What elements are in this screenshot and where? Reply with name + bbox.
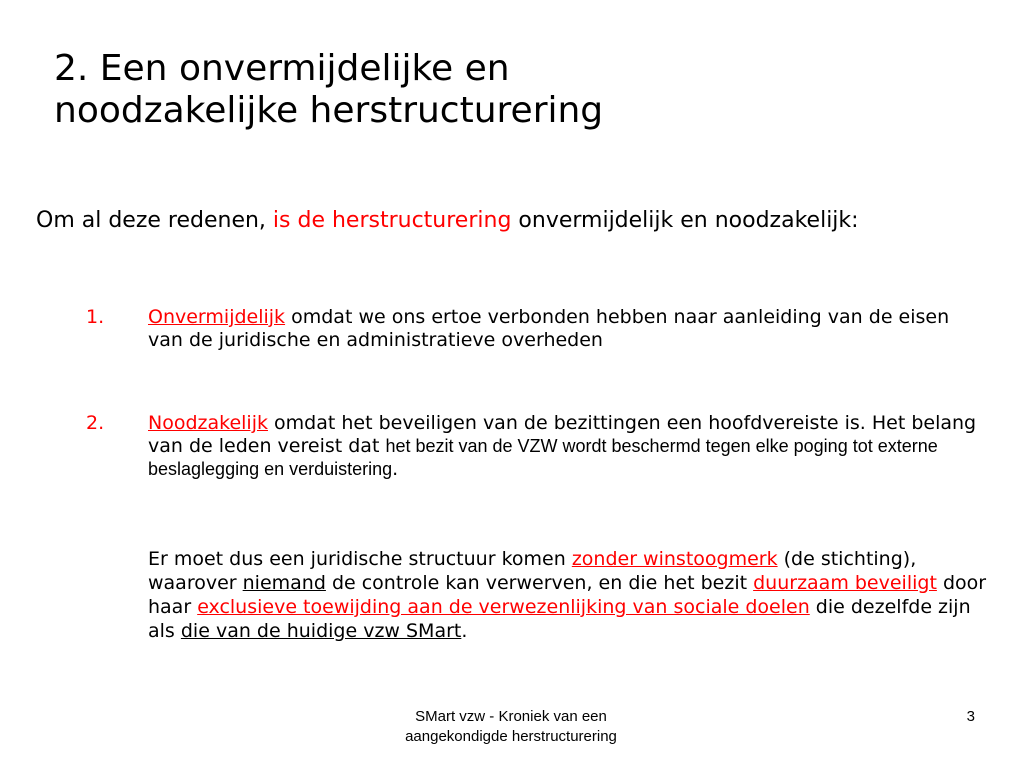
list-number-2: 2. bbox=[86, 412, 105, 434]
para-underline-5: die van de huidige vzw SMart bbox=[180, 620, 462, 642]
para-underline-2: niemand bbox=[242, 572, 326, 594]
intro-highlight: is de herstructurering bbox=[272, 208, 512, 233]
list-text-2-small: het bezit van de VZW wordt beschermd tegen elke poging tot externe beslaglegging en verduistering bbox=[148, 436, 938, 479]
para-text-5: die dezelfde zijn als bbox=[148, 596, 971, 642]
list-item-2 bbox=[86, 412, 986, 481]
intro-text bbox=[36, 208, 1024, 234]
slide-title bbox=[54, 48, 994, 132]
para-link-4: exclusieve toewijding aan de verwezenlijking van sociale doelen bbox=[197, 596, 810, 618]
para-text-2: (de stichting), waarover bbox=[148, 548, 917, 594]
list-text-2-end: . bbox=[392, 458, 399, 480]
list-text-2: omdat het beveiligen van de bezittingen een hoofdvereiste is. Het belang van de leden vereist dat bbox=[148, 412, 977, 457]
para-text-1: Er moet dus een juridische structuur komen bbox=[148, 548, 572, 570]
title-line-1: 2. Een onvermijdelijke en bbox=[54, 48, 510, 89]
list-keyword-1: Onvermijdelijk bbox=[148, 306, 286, 328]
intro-part-2: onvermijdelijk en noodzakelijk: bbox=[511, 208, 859, 233]
para-link-3: duurzaam beveiligt bbox=[753, 572, 937, 594]
page-number: 3 bbox=[966, 708, 975, 725]
footer-line-2: aangekondigde herstructurering bbox=[405, 728, 617, 745]
slide-footer bbox=[356, 707, 666, 747]
list-text-1: omdat we ons ertoe verbonden hebben naar aanleiding van de eisen van de juridische en administratieve overheden bbox=[148, 306, 950, 351]
conclusion-paragraph bbox=[148, 547, 988, 643]
footer-line-1: SMart vzw - Kroniek van een bbox=[415, 708, 607, 725]
title-line-2: noodzakelijke herstructurering bbox=[54, 90, 604, 131]
para-text-6: . bbox=[461, 620, 468, 642]
para-text-3: de controle kan verwerven, en die het bezit bbox=[325, 572, 754, 594]
para-text-4: door haar bbox=[148, 572, 987, 618]
list-item-1 bbox=[86, 306, 986, 352]
list-number-1: 1. bbox=[86, 306, 105, 328]
para-link-1: zonder winstoogmerk bbox=[571, 548, 778, 570]
list-keyword-2: Noodzakelijk bbox=[148, 412, 268, 434]
intro-part-1: Om al deze redenen, bbox=[36, 208, 273, 233]
